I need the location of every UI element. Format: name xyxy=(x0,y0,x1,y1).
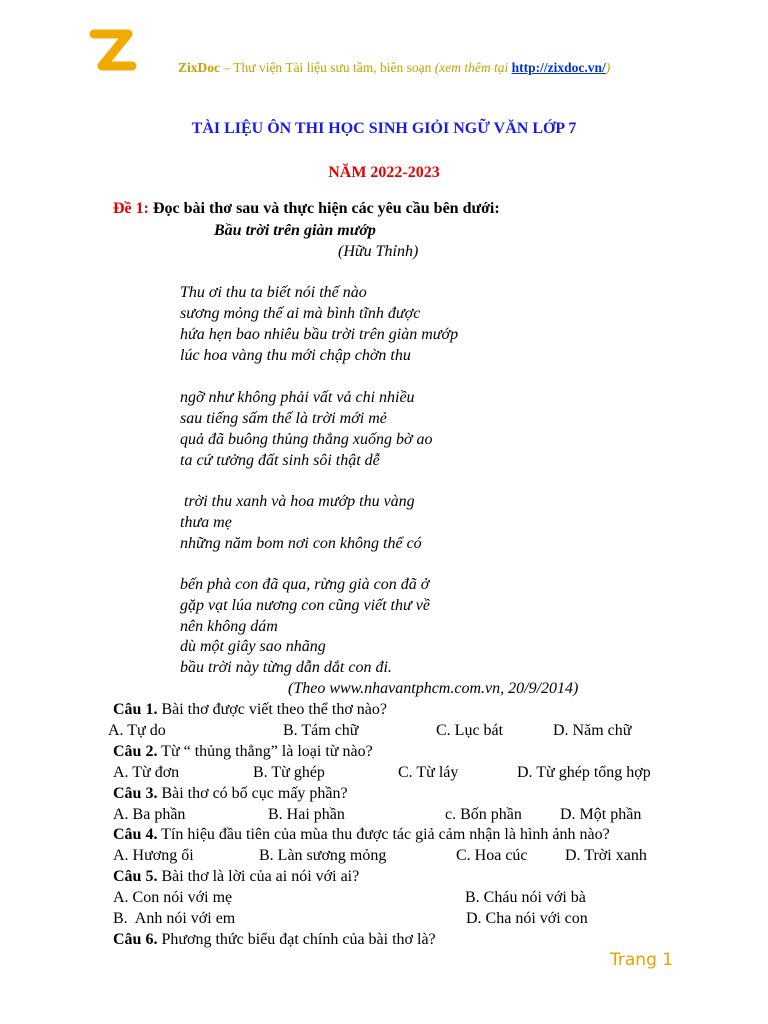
exercise-instruction: Đọc bài thơ sau và thực hiện các yêu cầu bên dưới: xyxy=(148,200,500,217)
poem-line: quả đã buông thủng thẳng xuống bờ ao xyxy=(180,431,433,448)
question-option: A. Ba phần xyxy=(113,806,186,823)
question-label: Câu 5. xyxy=(113,868,158,885)
poem-line: sau tiếng sấm thế là trời mới mẻ xyxy=(180,410,387,427)
document-year: NĂM 2022-2023 xyxy=(328,164,440,181)
question-label: Câu 1. xyxy=(113,701,158,718)
question-option: B. Cháu nói với bà xyxy=(465,889,586,906)
question-option: D. Trời xanh xyxy=(565,847,647,864)
poem-line: Thu ơi thu ta biết nói thế nào xyxy=(180,284,367,301)
question-option: B. Từ ghép xyxy=(253,764,325,781)
zixdoc-logo-icon xyxy=(88,28,140,76)
question-option: B. Tám chữ xyxy=(283,722,359,739)
question-label: Câu 3. xyxy=(113,785,158,802)
poem-line: thưa mẹ xyxy=(180,514,232,531)
question-text: Bài thơ là lời của ai nói với ai? xyxy=(157,868,360,885)
question-3 xyxy=(113,785,348,803)
header-hint-close: ) xyxy=(605,60,611,75)
question-option: C. Hoa cúc xyxy=(456,847,528,864)
question-option: C. Từ láy xyxy=(398,764,459,781)
question-option: D. Một phần xyxy=(560,806,642,823)
question-option: D. Năm chữ xyxy=(553,722,632,739)
poem-line: lúc hoa vàng thu mới chập chờn thu xyxy=(180,347,411,364)
question-4 xyxy=(113,826,610,844)
poem-line: trời thu xanh và hoa mướp thu vàng xyxy=(180,493,415,510)
document-title: TÀI LIỆU ÔN THI HỌC SINH GIỎI NGỮ VĂN LỚP 7 xyxy=(191,120,577,137)
question-option: C. Lục bát xyxy=(436,722,504,739)
poem-line: hứa hẹn bao nhiêu bầu trời trên giàn mướp xyxy=(180,326,459,343)
question-text: Từ “ thủng thẳng” là loại từ nào? xyxy=(157,743,373,760)
exercise-heading xyxy=(113,200,500,218)
question-option: D. Từ ghép tổng hợp xyxy=(517,764,651,781)
header-hint-open: (xem thêm tại xyxy=(434,60,512,75)
question-label: Câu 4. xyxy=(113,826,158,843)
exercise-label: Đề 1: xyxy=(113,200,149,217)
question-option: B. Anh nói với em xyxy=(113,910,236,927)
question-label: Câu 2. xyxy=(113,743,158,760)
poem-line: dù một giây sao nhãng xyxy=(180,638,326,655)
poem-line: ngỡ như không phải vất vả chi nhiều xyxy=(180,389,415,406)
poem-source: (Theo www.nhavantphcm.com.vn, 20/9/2014) xyxy=(288,680,579,697)
question-option: D. Cha nói với con xyxy=(466,910,588,927)
zixdoc-link[interactable]: http://zixdoc.vn/ xyxy=(511,60,606,75)
question-label: Câu 6. xyxy=(113,931,158,948)
poem-line: bầu trời này từng dẫn dắt con đi. xyxy=(180,659,392,676)
question-5 xyxy=(113,868,359,886)
question-option: A. Từ đơn xyxy=(113,764,180,781)
question-text: Bài thơ được viết theo thể thơ nào? xyxy=(157,701,388,718)
brand-name: ZixDoc xyxy=(178,60,220,75)
question-text: Phương thức biểu đạt chính của bài thơ là? xyxy=(157,931,436,948)
poem-line: gặp vạt lúa nương con cũng viết thư về xyxy=(180,597,430,614)
question-text: Bài thơ có bố cục mấy phần? xyxy=(157,785,348,802)
poem-line: sương mỏng thế ai mà bình tĩnh được xyxy=(180,305,421,322)
poem-title: Bầu trời trên giàn mướp xyxy=(214,222,376,239)
poem-line: nên không dám xyxy=(180,618,278,635)
poem-line: bến phà con đã qua, rừng già con đã ở xyxy=(180,576,430,593)
question-option: c. Bốn phần xyxy=(445,806,522,823)
question-option: B. Hai phần xyxy=(268,806,345,823)
question-1 xyxy=(113,701,387,719)
question-option: A. Tự do xyxy=(108,722,166,739)
question-2 xyxy=(113,743,373,761)
question-option: A. Hương ổi xyxy=(113,847,194,864)
question-option: A. Con nói với mẹ xyxy=(113,889,233,906)
page-number: Trang 1 xyxy=(610,950,674,970)
poem-author: (Hữu Thỉnh) xyxy=(338,243,419,260)
header-tagline xyxy=(178,60,610,76)
poem-line: những năm bom nơi con không thể có xyxy=(180,535,422,552)
poem-line: ta cứ tưởng đất sinh sôi thật dễ xyxy=(180,452,380,469)
question-option: B. Làn sương mỏng xyxy=(259,847,387,864)
question-text: Tín hiệu đầu tiên của mùa thu được tác giả cảm nhận là hình ảnh nào? xyxy=(157,826,610,843)
question-6 xyxy=(113,931,436,949)
header-tagline-text: – Thư viện Tài liệu sưu tầm, biên soạn xyxy=(220,60,435,75)
